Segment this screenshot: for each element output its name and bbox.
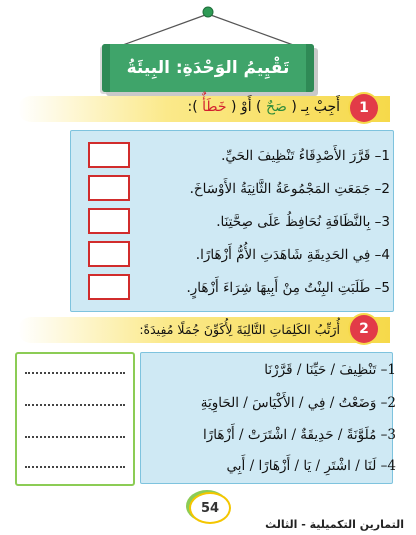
word-group-4: 4– لَنَا / اشْتَرِ / يَا / أَزْهَارًا / أَبِي [226, 458, 396, 474]
correct-word: صَحٌ [265, 99, 287, 115]
exercise-2-header [18, 317, 390, 343]
exercise-1-number: 1 [350, 94, 378, 122]
answer-box-2[interactable] [88, 175, 130, 201]
word-group-3: 3– مُلَوَّنَةً / حَدِيقَةٌ / اشْتَرَتْ / أَزْهَارًا [202, 427, 396, 443]
writing-line-4[interactable] [25, 466, 125, 468]
footer-text: التمارين التكميلية - الثالث [265, 518, 404, 531]
unit-title-board [102, 44, 314, 92]
writing-line-3[interactable] [25, 436, 125, 438]
answer-box-4[interactable] [88, 241, 130, 267]
writing-line-1[interactable] [25, 372, 125, 374]
question-1: 1– قَرَّرَ الأَصْدِقَاءُ تَنْظِيفَ الحَيِّ. [221, 148, 390, 164]
question-4: 4– فِي الحَدِيقَةِ شَاهَدَتِ الأُمُّ أَزْهَارًا. [195, 247, 390, 263]
page-title: تَقْيِيمُ الوَحْدَةِ: البِيئَةُ [126, 58, 290, 78]
answer-box-3[interactable] [88, 208, 130, 234]
question-2: 2– جَمَعَتِ المَجْمُوعَةُ الثَّانِيَةُ الأَوْسَاخَ. [189, 181, 390, 197]
exercise-2-instruction: أُرَتِّبُ الكَلِمَاتِ التَّالِيَةَ لِأُكَوِّنَ جُمَلًا مُفِيدَةً: [139, 322, 340, 337]
answer-writing-area [15, 352, 135, 486]
page-number: 54 [189, 492, 231, 524]
exercise-2-number: 2 [350, 315, 378, 343]
word-group-1: 1– تَنْظِيفَ / حَيِّنَا / قَرَّرْنَا [264, 362, 396, 378]
answer-box-1[interactable] [88, 142, 130, 168]
wrong-word: خَطَأٌ [202, 99, 227, 115]
question-5: 5– طَلَبَتِ البِنْتُ مِنْ أَبِيهَا شِرَاءَ أَزْهَارٍ. [186, 280, 390, 296]
writing-line-2[interactable] [25, 404, 125, 406]
word-group-2: 2– وَضَعْتُ / فِي / الأَكْيَاسَ / الحَاوِيَةِ [200, 395, 396, 411]
exercise-1-header [18, 96, 390, 122]
answer-box-5[interactable] [88, 274, 130, 300]
question-3: 3– بِالنَّظَافَةِ نُحَافِظُ عَلَى صِحَّتِنَا. [216, 214, 390, 230]
exercise-1-instruction: أَجِبْ بِـ ( صَحٌ ) أَوْ ( خَطَأٌ ): [187, 99, 340, 115]
